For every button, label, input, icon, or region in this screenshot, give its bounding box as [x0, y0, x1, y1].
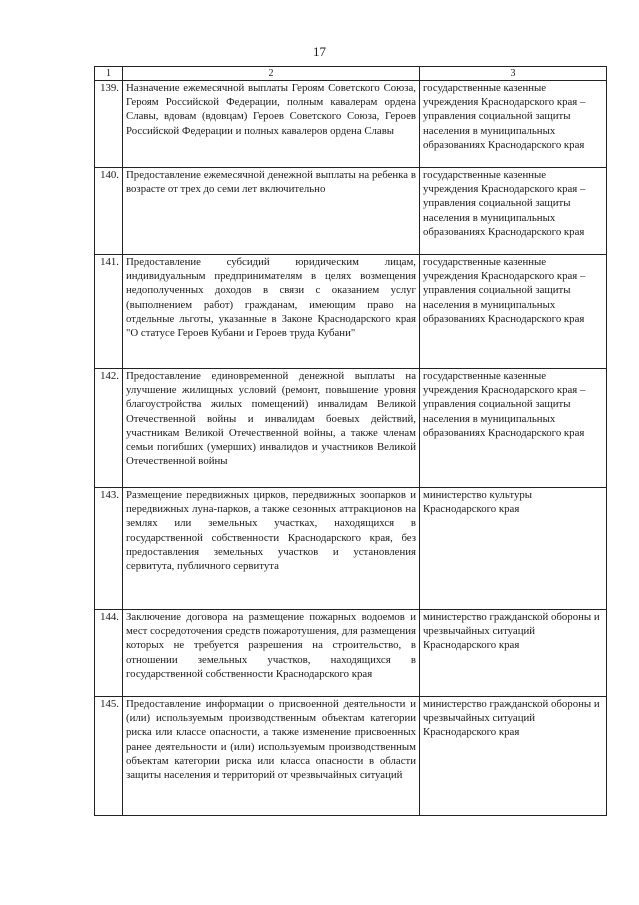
row-number: 141. [95, 255, 123, 369]
table-row [95, 255, 607, 369]
row-number: 145. [95, 697, 123, 816]
responsible-organization: государственные казенные учреждения Краснодарского края – управления социальной защиты населения в муниципальных образованиях Краснодарского края [420, 369, 607, 488]
service-name: Назначение ежемесячной выплаты Героям Советского Союза, Героям Российской Федерации, полным кавалерам ордена Славы, вдовам (вдовцам) Героев Советского Союза, Героев Российской Федерации и полных кавалеров ордена Славы [123, 81, 420, 168]
service-name: Предоставление информации о присвоенной деятельности и (или) используемым производственным объектам категории риска или классе опасности, а также изменение присвоенных ранее деятельности и (или) используемым производственным объектам категории риска или класса опасности в области защиты населения и территорий от чрезвычайных ситуаций [123, 697, 420, 816]
service-name: Размещение передвижных цирков, передвижных зоопарков и передвижных луна-парков, а также сезонных аттракционов на землях или земельных участках, находящихся в государственной собственности Краснодарского края, без предоставления земельных участков и установления сервитута, публичного сервитута [123, 488, 420, 610]
responsible-organization: государственные казенные учреждения Краснодарского края – управления социальной защиты населения в муниципальных образованиях Краснодарского края [420, 81, 607, 168]
row-number: 140. [95, 168, 123, 255]
column-number-2: 2 [123, 67, 420, 81]
table-row [95, 168, 607, 255]
column-number-3: 3 [420, 67, 607, 81]
table-row [95, 488, 607, 610]
table-row [95, 369, 607, 488]
service-name: Заключение договора на размещение пожарных водоемов и мест сосредоточения средств пожаротушения, для размещения которых не требуется разрешения на строительство, в отношении земельных участков, находящихся в государственной собственности Краснодарского края [123, 610, 420, 697]
responsible-organization: государственные казенные учреждения Краснодарского края – управления социальной защиты населения в муниципальных образованиях Краснодарского края [420, 168, 607, 255]
responsible-organization: государственные казенные учреждения Краснодарского края – управления социальной защиты населения в муниципальных образованиях Краснодарского края [420, 255, 607, 369]
row-number: 144. [95, 610, 123, 697]
service-name: Предоставление ежемесячной денежной выплаты на ребенка в возрасте от трех до семи лет включительно [123, 168, 420, 255]
column-number-1: 1 [95, 67, 123, 81]
table-row [95, 697, 607, 816]
service-name: Предоставление субсидий юридическим лицам, индивидуальным предпринимателям в целях возмещения недополученных доходов в связи с оказанием услуг (выполнением работ) гражданам, имеющим право на отдельные льготы, указанные в Законе Краснодарского края "О статусе Героев Кубани и Героев труда Кубани" [123, 255, 420, 369]
table-row [95, 81, 607, 168]
page-number: 17 [313, 44, 326, 59]
row-number: 139. [95, 81, 123, 168]
table-row [95, 610, 607, 697]
table-header-row [95, 67, 607, 81]
responsible-organization: министерство гражданской обороны и чрезвычайных ситуаций Краснодарского края [420, 610, 607, 697]
responsible-organization: министерство гражданской обороны и чрезвычайных ситуаций Краснодарского края [420, 697, 607, 816]
responsible-organization: министерство культуры Краснодарского края [420, 488, 607, 610]
row-number: 142. [95, 369, 123, 488]
services-table [94, 66, 607, 816]
service-name: Предоставление единовременной денежной выплаты на улучшение жилищных условий (ремонт, повышение уровня благоустройства жилых помещений) инвалидам Великой Отечественной войны и инвалидам боевых действий, участникам Великой Отечественной войны, а также членам семьи погибших (умерших) инвалидов и участников Великой Отечественной войны [123, 369, 420, 488]
row-number: 143. [95, 488, 123, 610]
